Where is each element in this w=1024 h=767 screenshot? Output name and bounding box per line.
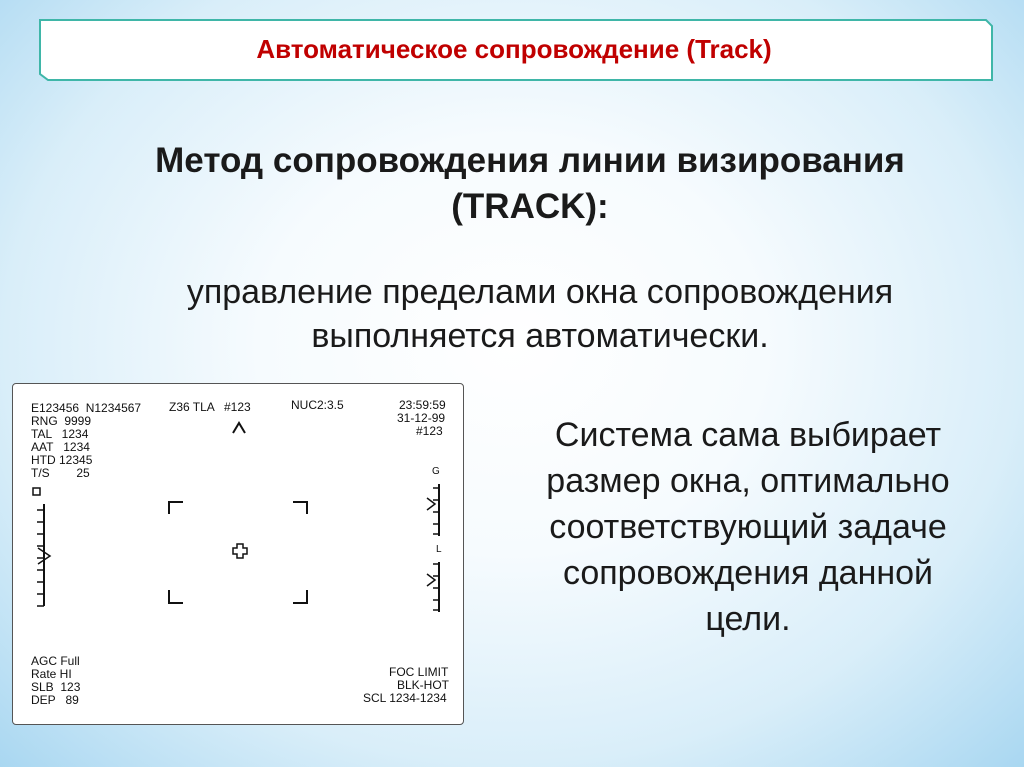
hud-agc: AGC Full — [31, 654, 80, 668]
hud-rate: Rate HI — [31, 667, 72, 681]
hud-ts: T/S 25 — [31, 466, 90, 480]
hud-slb: SLB 123 — [31, 680, 81, 694]
slide-title: Автоматическое сопровождение (Track) — [256, 33, 772, 64]
hud-dep: DEP 89 — [31, 693, 79, 707]
heading-line-1: Метод сопровождения линии визирования — [155, 141, 905, 180]
system-line-1: Система сама выбирает — [554, 416, 942, 454]
hud-id-line: E123456 N1234567 — [31, 401, 142, 415]
scale-label-g: G — [432, 466, 440, 477]
hud-rng: RNG 9999 — [31, 414, 92, 428]
system-description — [488, 412, 1008, 642]
hud-foc: FOC LIMIT — [389, 665, 449, 679]
hud-mode: Z36 TLA — [169, 400, 215, 414]
hud-tal: TAL 1234 — [31, 427, 89, 441]
system-line-5: цели. — [705, 600, 791, 638]
hud-track-number-2: #123 — [416, 424, 443, 438]
square-marker-icon — [33, 488, 40, 495]
hud-aat: AAT 1234 — [31, 440, 90, 454]
hud-htd: HTD 12345 — [31, 453, 93, 467]
heading-line-2: (TRACK): — [451, 187, 609, 226]
left-scale-ticks — [37, 510, 44, 606]
heading-caret-icon — [233, 423, 245, 433]
hud-scl: SCL 1234-1234 — [363, 691, 447, 705]
hud-track-number: #123 — [224, 400, 251, 414]
scale-label-l: L — [436, 544, 442, 555]
bracket-bottom-left — [169, 590, 183, 603]
title-banner — [34, 16, 994, 82]
bracket-top-left — [169, 502, 183, 514]
hud-time: 23:59:59 — [399, 398, 446, 412]
description-paragraph — [90, 270, 990, 358]
hud-blk: BLK-HOT — [397, 678, 450, 692]
system-line-2: размер окна, оптимально — [546, 462, 950, 500]
section-heading — [80, 138, 980, 230]
tracker-display — [12, 383, 464, 725]
bracket-top-right — [293, 502, 307, 514]
system-line-3: соответствующий задаче — [549, 508, 947, 546]
bracket-bottom-right — [293, 590, 307, 603]
hud-date: 31-12-99 — [397, 411, 446, 425]
paragraph-line-1: управление пределами окна сопровождения — [186, 273, 894, 311]
hud-nuc: NUC2:3.5 — [291, 398, 344, 412]
system-line-4: сопровождения данной — [562, 554, 934, 592]
paragraph-line-2: выполняется автоматически. — [311, 317, 769, 355]
crosshair-icon — [233, 544, 247, 558]
